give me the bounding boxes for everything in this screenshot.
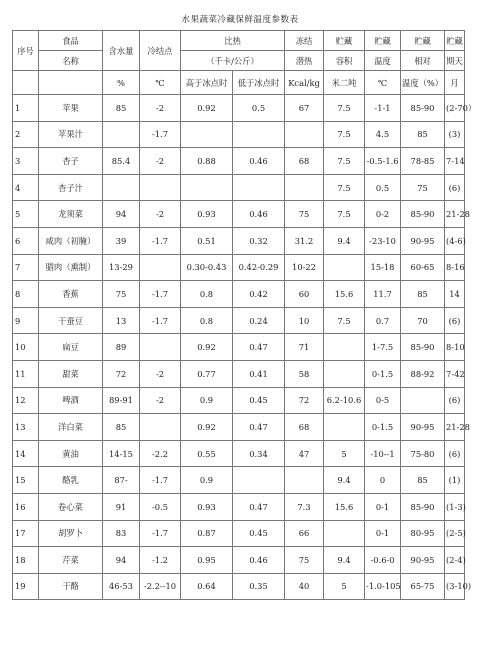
cell-latent-heat: 60 [285,281,324,308]
cell-humidity: 75 [401,174,445,201]
header-food-2: 名称 [39,51,103,71]
header-food-1: 食品 [39,31,103,51]
cell-no: 11 [13,360,39,387]
cell-name: 杏子汁 [39,174,103,201]
cell-period: 8-16 [445,254,465,281]
table-row [13,148,465,175]
cell-freeze-point: -1.7 [140,227,181,254]
header-cap-1: 贮藏 [324,31,365,51]
cell-freeze-point: -1.7 [140,307,181,334]
cell-period: (1-3) [445,493,465,520]
cell-freeze-point: -0.5 [140,493,181,520]
cell-heat-below: 0.46 [233,547,285,574]
cell-heat-above: 0.95 [181,547,233,574]
table-row [13,387,465,414]
cell-volume: 15.6 [324,281,365,308]
cell-latent-heat: 66 [285,520,324,547]
header-row-1 [13,31,465,51]
cell-water: 46-53 [103,573,140,600]
table-row [13,227,465,254]
cell-volume [324,414,365,441]
cell-name: 甜菜 [39,360,103,387]
cell-water: 85.4 [103,148,140,175]
cell-no: 8 [13,281,39,308]
cell-name: 啤酒 [39,387,103,414]
cell-temperature: 15-18 [365,254,401,281]
header-above: 高于冰点时 [181,71,233,95]
cell-water: 89 [103,334,140,361]
table-row [13,360,465,387]
cell-humidity: 85-90 [401,95,445,122]
cell-period: (1) [445,467,465,494]
cell-heat-above: 0.87 [181,520,233,547]
cell-name: 芹菜 [39,547,103,574]
table-body [13,31,477,600]
cell-latent-heat: 7.3 [285,493,324,520]
cell-heat-below [233,174,285,201]
cell-freeze-point [140,254,181,281]
cell-water: 13-29 [103,254,140,281]
cell-water [103,121,140,148]
header-empty-food [39,71,103,95]
header-temp-1: 贮藏 [365,31,401,51]
header-cap-unit: 米二吨 [324,71,365,95]
header-hum-unit: 温度（%） [401,71,445,95]
header-hum-2: 相对 [401,51,445,71]
cell-period: 21-28 [445,201,465,228]
header-freeze-point: 冷结点 [140,31,181,71]
cell-temperature: 0-5 [365,387,401,414]
table-row [13,95,465,122]
cell-heat-below: 0.34 [233,440,285,467]
table-row [13,307,465,334]
header-cap-2: 容积 [324,51,365,71]
header-temp-2: 温度 [365,51,401,71]
cell-volume [324,520,365,547]
page-title: 水果蔬菜冷藏保鲜温度参数表 [181,15,299,25]
cell-no: 2 [13,121,39,148]
cell-name: 酪乳 [39,467,103,494]
cell-heat-below: 0.42 [233,281,285,308]
cell-latent-heat: 67 [285,95,324,122]
cell-heat-above: 0.55 [181,440,233,467]
cell-volume: 5 [324,573,365,600]
cell-heat-above: 0.51 [181,227,233,254]
cell-freeze-point: -1.7 [140,467,181,494]
table-row [13,467,465,494]
header-latent-1: 冻结 [285,31,324,51]
cell-no: 3 [13,148,39,175]
cell-heat-above: 0.64 [181,573,233,600]
cell-freeze-point: -2.2 [140,440,181,467]
cell-temperature: -0.5-1.6 [365,148,401,175]
cell-freeze-point: -1.7 [140,520,181,547]
cell-period: (6) [445,440,465,467]
cell-volume [324,360,365,387]
header-latent-2: 潜热 [285,51,324,71]
cell-freeze-point: -1.7 [140,121,181,148]
cell-humidity: 90-95 [401,227,445,254]
cell-water: 94 [103,547,140,574]
cell-no: 10 [13,334,39,361]
cell-humidity: 85 [401,467,445,494]
table-row [13,334,465,361]
cell-name: 干蚕豆 [39,307,103,334]
cell-heat-above: 0.92 [181,414,233,441]
cell-temperature: 0 [365,467,401,494]
cell-name: 胡罗卜 [39,520,103,547]
header-hum-1: 贮藏 [401,31,445,51]
cell-name: 卷心菜 [39,493,103,520]
header-heat-unit: （千卡/公斤） [181,51,285,71]
cell-volume: 9.4 [324,227,365,254]
cell-temperature: 1-7.5 [365,334,401,361]
cell-name: 黄油 [39,440,103,467]
cell-no: 6 [13,227,39,254]
cell-latent-heat: 10 [285,307,324,334]
cell-humidity: 80-95 [401,520,445,547]
cell-freeze-point: -2.2--10 [140,573,181,600]
cell-heat-above: 0.88 [181,148,233,175]
cell-water: 87- [103,467,140,494]
cell-volume: 7.5 [324,307,365,334]
header-empty-seq [13,71,39,95]
table-row [13,573,465,600]
cell-period: (3-10) [445,573,465,600]
cell-period: (2-5) [445,520,465,547]
cell-heat-below: 0.46 [233,148,285,175]
cell-heat-above [181,174,233,201]
cell-temperature: 0-1 [365,493,401,520]
cell-period: (6) [445,174,465,201]
cell-volume [324,254,365,281]
cell-no: 9 [13,307,39,334]
cell-temperature: 0-2 [365,201,401,228]
cell-temperature: 0-1.5 [365,414,401,441]
cell-volume: 7.5 [324,201,365,228]
cell-period: 7-14 [445,148,465,175]
cell-name: 苹果汁 [39,121,103,148]
cell-latent-heat: 68 [285,148,324,175]
cell-name: 苹果 [39,95,103,122]
cell-no: 18 [13,547,39,574]
cell-humidity: 85-90 [401,493,445,520]
table-row [13,174,465,201]
cell-period: 14 [445,281,465,308]
cell-name: 洋白菜 [39,414,103,441]
cell-humidity: 85 [401,281,445,308]
cell-period: (2-70） [445,95,465,122]
cell-name: 龙须菜 [39,201,103,228]
cell-heat-above: 0.93 [181,493,233,520]
cell-no: 7 [13,254,39,281]
cell-latent-heat: 40 [285,573,324,600]
cell-humidity: 75-80 [401,440,445,467]
cell-heat-below: 0.35 [233,573,285,600]
cell-temperature: 4.5 [365,121,401,148]
cell-heat-above: 0.30-0.43 [181,254,233,281]
cell-heat-below [233,121,285,148]
cell-temperature: 0.5 [365,174,401,201]
cell-water: 91 [103,493,140,520]
header-period-1: 贮藏 [445,31,465,51]
cell-heat-below: 0.45 [233,387,285,414]
cell-freeze-point [140,174,181,201]
cell-humidity: 85-90 [401,334,445,361]
cell-heat-above: 0.93 [181,201,233,228]
cell-period: (6) [445,387,465,414]
cell-freeze-point [140,334,181,361]
cell-volume: 7.5 [324,174,365,201]
cell-heat-above: 0.9 [181,387,233,414]
cell-humidity: 70 [401,307,445,334]
cell-temperature: -10--1 [365,440,401,467]
cell-humidity: 85-90 [401,201,445,228]
cell-period: (2-4) [445,547,465,574]
cell-no: 13 [13,414,39,441]
cell-temperature: 11.7 [365,281,401,308]
cell-freeze-point [140,414,181,441]
cell-humidity: 88-92 [401,360,445,387]
header-temp-unit: ℃ [365,71,401,95]
cell-name: 干酪 [39,573,103,600]
cell-heat-below: 0.41 [233,360,285,387]
cell-humidity: 85 [401,121,445,148]
table-row [13,547,465,574]
cell-no: 12 [13,387,39,414]
cell-heat-above: 0.92 [181,334,233,361]
cell-name: 杏子 [39,148,103,175]
cell-name: 扁豆 [39,334,103,361]
cell-temperature: 0.7 [365,307,401,334]
cell-period: 7-42 [445,360,465,387]
table-row [13,520,465,547]
cell-freeze-point: -2 [140,201,181,228]
cell-no: 15 [13,467,39,494]
cell-heat-above [181,121,233,148]
cell-temperature: -1-1 [365,95,401,122]
cell-heat-above: 0.77 [181,360,233,387]
cell-volume: 7.5 [324,95,365,122]
cell-period: 8-10 [445,334,465,361]
cell-volume: 9.4 [324,467,365,494]
cell-water: 13 [103,307,140,334]
table-row [13,440,465,467]
header-latent-unit: Kcal/kg [285,71,324,95]
cell-latent-heat: 47 [285,440,324,467]
cell-water: 75 [103,281,140,308]
cell-heat-below: 0.46 [233,201,285,228]
cell-latent-heat: 75 [285,547,324,574]
cell-heat-below: 0.32 [233,227,285,254]
cell-humidity: 90-95 [401,414,445,441]
cell-water: 72 [103,360,140,387]
cell-temperature: 0-1 [365,520,401,547]
cell-latent-heat: 71 [285,334,324,361]
cell-water: 94 [103,201,140,228]
cell-no: 1 [13,95,39,122]
cell-water: 14-15 [103,440,140,467]
header-row-2 [13,51,465,71]
cell-freeze-point: -2 [140,387,181,414]
cell-water: 85 [103,95,140,122]
cell-heat-below: 0.24 [233,307,285,334]
cell-heat-below: 0.47 [233,493,285,520]
cell-no: 16 [13,493,39,520]
header-row-3 [13,71,465,95]
cell-temperature: -23-10 [365,227,401,254]
cell-latent-heat [285,467,324,494]
cell-humidity: 78-85 [401,148,445,175]
cell-latent-heat [285,174,324,201]
cell-volume [324,334,365,361]
cell-water: 39 [103,227,140,254]
cell-no: 4 [13,174,39,201]
cell-period: (3) [445,121,465,148]
table-row [13,281,465,308]
cell-volume: 15.6 [324,493,365,520]
cell-temperature: 0-1.5 [365,360,401,387]
cell-heat-below [233,467,285,494]
cell-period: 21-28 [445,414,465,441]
cell-latent-heat: 10-22 [285,254,324,281]
cell-heat-below: 0.42-0.29 [233,254,285,281]
cell-heat-above: 0.8 [181,281,233,308]
table-row [13,201,465,228]
header-period-unit: 月 [445,71,465,95]
cell-name: 香蕉 [39,281,103,308]
cell-latent-heat: 72 [285,387,324,414]
cell-water: 85 [103,414,140,441]
cell-freeze-point: -1.2 [140,547,181,574]
header-water-unit: % [103,71,140,95]
cell-period: (4-6) [445,227,465,254]
cell-humidity: 65-75 [401,573,445,600]
header-specific-heat: 比热 [181,31,285,51]
table-row [13,254,465,281]
cell-heat-below: 0.45 [233,520,285,547]
cell-volume: 9.4 [324,547,365,574]
cell-no: 19 [13,573,39,600]
cell-latent-heat: 58 [285,360,324,387]
header-water: 含水量 [103,31,140,71]
table-row [13,414,465,441]
cell-heat-above: 0.8 [181,307,233,334]
cell-name: 咸肉（初腌） [39,227,103,254]
cell-humidity [401,387,445,414]
cell-heat-above: 0.92 [181,95,233,122]
header-freeze-unit: ℃ [140,71,181,95]
cell-freeze-point: -2 [140,360,181,387]
header-below: 低于冰点时 [233,71,285,95]
cell-name: 腊肉（熏制） [39,254,103,281]
cell-latent-heat: 75 [285,201,324,228]
parameter-table [12,30,477,600]
cell-temperature: -1.0-105 [365,573,401,600]
cell-temperature: -0.6-0 [365,547,401,574]
cell-no: 14 [13,440,39,467]
cell-no: 5 [13,201,39,228]
cell-latent-heat: 68 [285,414,324,441]
header-seq: 序号 [13,31,39,71]
cell-volume: 7.5 [324,121,365,148]
cell-heat-above: 0.9 [181,467,233,494]
table-row [13,121,465,148]
cell-freeze-point: -2 [140,148,181,175]
cell-heat-below: 0.47 [233,334,285,361]
cell-volume: 7.5 [324,148,365,175]
cell-latent-heat: 31.2 [285,227,324,254]
cell-humidity: 60-65 [401,254,445,281]
header-period-2: 期天 [445,51,465,71]
cell-no: 17 [13,520,39,547]
cell-volume: 6.2-10.6 [324,387,365,414]
cell-freeze-point: -1.7 [140,281,181,308]
cell-freeze-point: -2 [140,95,181,122]
cell-volume: 5 [324,440,365,467]
table-row [13,493,465,520]
cell-water [103,174,140,201]
cell-heat-below: 0.5 [233,95,285,122]
cell-water: 89-91 [103,387,140,414]
cell-heat-below: 0.47 [233,414,285,441]
cell-period: (6) [445,307,465,334]
cell-humidity: 90-95 [401,547,445,574]
cell-water: 83 [103,520,140,547]
cell-latent-heat [285,121,324,148]
